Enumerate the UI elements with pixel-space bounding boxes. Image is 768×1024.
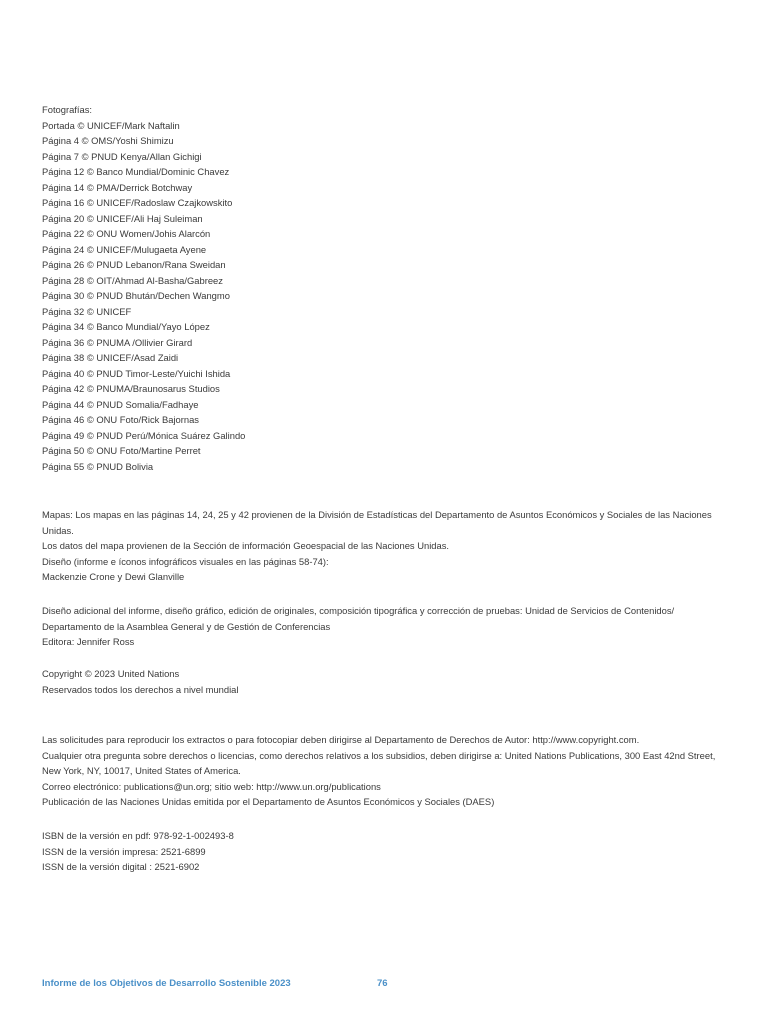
page-number: 76 <box>377 978 388 989</box>
copyright-block <box>42 666 722 697</box>
maps-note: Mapas: Los mapas en las páginas 14, 24, 25 y 42 provienen de la División de Estadísticas del Departamento de Asuntos Económicos y Sociales de las Naciones Unidas. <box>42 509 712 536</box>
publication-note: Publicación de las Naciones Unidas emitida por el Departamento de Asuntos Económicos y Sociales (DAES) <box>42 796 495 807</box>
photo-credit: Página 49 © PNUD Perú/Mónica Suárez Galindo <box>42 429 246 441</box>
contact-email: Correo electrónico: publications@un.org; sitio web: http://www.un.org/publications <box>42 780 381 792</box>
photo-credit: Página 7 © PNUD Kenya/Allan Gichigi <box>42 150 202 162</box>
photo-credits <box>42 102 722 474</box>
rights-reserved: Reservados todos los derechos a nivel mundial <box>42 683 239 695</box>
isbn-pdf: ISBN de la versión en pdf: 978-92-1-002493-8 <box>42 830 234 841</box>
photo-credit: Página 12 © Banco Mundial/Dominic Chavez <box>42 166 230 177</box>
designers: Mackenzie Crone y Dewi Glanville <box>42 571 185 582</box>
photo-credit: Portada © UNICEF/Mark Naftalin <box>42 119 180 131</box>
photo-credit: Página 20 © UNICEF/Ali Haj Suleiman <box>42 212 203 224</box>
photo-credit: Página 26 © PNUD Lebanon/Rana Sweidan <box>42 259 226 270</box>
issn-digital: ISSN de la versión digital : 2521-6902 <box>42 861 200 872</box>
design-label: Diseño (informe e íconos infográficos visuales en las páginas 58-74): <box>42 555 329 567</box>
photo-credit: Página 22 © ONU Women/Johis Alarcón <box>42 228 211 239</box>
photo-credit: Página 50 © ONU Foto/Martine Perret <box>42 445 201 456</box>
issn-print: ISSN de la versión impresa: 2521-6899 <box>42 845 206 857</box>
additional-design-credits <box>42 603 722 650</box>
editor: Editora: Jennifer Ross <box>42 636 135 647</box>
photo-credit: Página 32 © UNICEF <box>42 305 132 317</box>
photo-credit: Página 4 © OMS/Yoshi Shimizu <box>42 135 174 146</box>
other-requests: Cualquier otra pregunta sobre derechos o licencias, como derechos relativos a los subsidios, deben dirigirse a: United Nations Publications, 300 East 42nd Street, New York, NY, 10017, United States of America. <box>42 749 716 776</box>
photo-credit: Página 44 © PNUD Somalia/Fadhaye <box>42 398 199 410</box>
photo-credit: Página 28 © OIT/Ahmad Al-Basha/Gabreez <box>42 274 223 286</box>
photo-credit: Página 38 © UNICEF/Asad Zaidi <box>42 352 179 363</box>
photo-credit: Página 24 © UNICEF/Mulugaeta Ayene <box>42 243 207 255</box>
photo-credit: Página 55 © PNUD Bolivia <box>42 460 154 472</box>
copyright-line: Copyright © 2023 United Nations <box>42 668 180 679</box>
photo-credit: Página 46 © ONU Foto/Rick Bajornas <box>42 414 199 425</box>
footer-report-title: Informe de los Objetivos de Desarrollo Sostenible 2023 <box>42 978 291 989</box>
photo-credit: Página 40 © PNUD Timor-Leste/Yuichi Ishida <box>42 367 231 379</box>
photo-credit: Página 14 © PMA/Derrick Botchway <box>42 181 193 193</box>
photo-credit: Página 42 © PNUMA/Braunosarus Studios <box>42 383 220 394</box>
additional-design: Diseño adicional del informe, diseño gráfico, edición de originales, composición tipográfica y corrección de pruebas: Unidad de Servicios de Contenidos/ Departamento de la Asamblea General y de Gestión de Conferencias <box>42 605 675 632</box>
maps-credits <box>42 507 722 585</box>
rights-requests <box>42 732 722 810</box>
isbn-block <box>42 828 722 875</box>
photo-credits-heading: Fotografías: <box>42 104 93 115</box>
photo-credit: Página 30 © PNUD Bhután/Dechen Wangmo <box>42 290 230 301</box>
reproduce-requests: Las solicitudes para reproducir los extractos o para fotocopiar deben dirigirse al Departamento de Derechos de Autor: http://www.copyright.com. <box>42 734 640 745</box>
photo-credit: Página 36 © PNUMA /Ollivier Girard <box>42 336 193 348</box>
photo-credit: Página 34 © Banco Mundial/Yayo López <box>42 321 210 332</box>
photo-credit: Página 16 © UNICEF/Radoslaw Czajkowskito <box>42 197 233 208</box>
map-data-source: Los datos del mapa provienen de la Sección de información Geoespacial de las Naciones Unidas. <box>42 540 450 551</box>
